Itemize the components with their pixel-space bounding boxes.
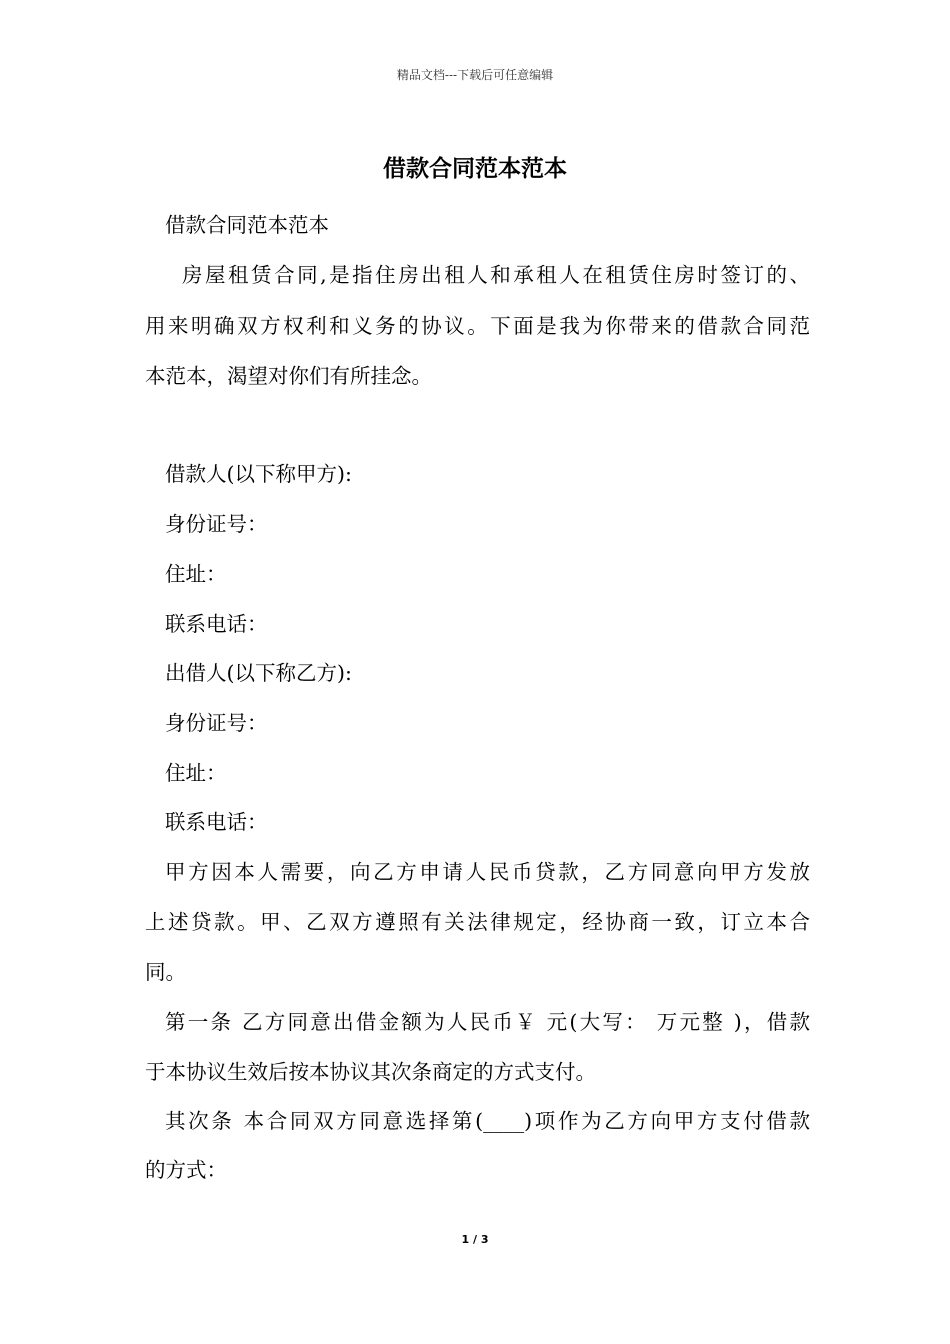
borrower-address-label: 住址： <box>165 562 227 586</box>
lender-id-label: 身份证号： <box>165 711 268 735</box>
borrower-phone-label: 联系电话： <box>165 612 268 636</box>
article-2-line-1: 其次条 本合同双方同意选择第(____)项作为乙方向甲方支付借款 <box>165 1109 810 1133</box>
lender-address-label: 住址： <box>165 761 227 785</box>
borrower-label: 借款人(以下称甲方): <box>165 462 352 486</box>
page-number: 1 / 3 <box>461 1233 489 1246</box>
article-2-line-2: 的方式： <box>145 1158 227 1182</box>
purpose-line-3: 同。 <box>145 960 186 984</box>
doc-subtitle: 借款合同范本范本 <box>165 213 329 237</box>
article-1-line-1: 第一条 乙方同意出借金额为人民币￥ 元(大写： 万元整 )，借款 <box>165 1010 810 1034</box>
lender-phone-label: 联系电话： <box>165 810 268 834</box>
page-header: 精品文档---下载后可任意编辑 <box>396 68 554 82</box>
purpose-line-1: 甲方因本人需要，向乙方申请人民币贷款，乙方同意向甲方发放 <box>165 860 810 884</box>
purpose-line-2: 上述贷款。甲、乙双方遵照有关法律规定，经协商一致，订立本合 <box>145 910 810 934</box>
intro-line-1: 房屋租赁合同,是指住房出租人和承租人在租赁住房时签订的、 <box>182 263 810 287</box>
lender-label: 出借人(以下称乙方): <box>165 661 352 685</box>
intro-line-3: 本范本，渴望对你们有所挂念。 <box>145 364 432 388</box>
article-1-line-2: 于本协议生效后按本协议其次条商定的方式支付。 <box>145 1060 596 1084</box>
borrower-id-label: 身份证号： <box>165 512 268 536</box>
document-title: 借款合同范本范本 <box>383 156 567 182</box>
intro-line-2: 用来明确双方权利和义务的协议。下面是我为你带来的借款合同范 <box>145 314 810 338</box>
